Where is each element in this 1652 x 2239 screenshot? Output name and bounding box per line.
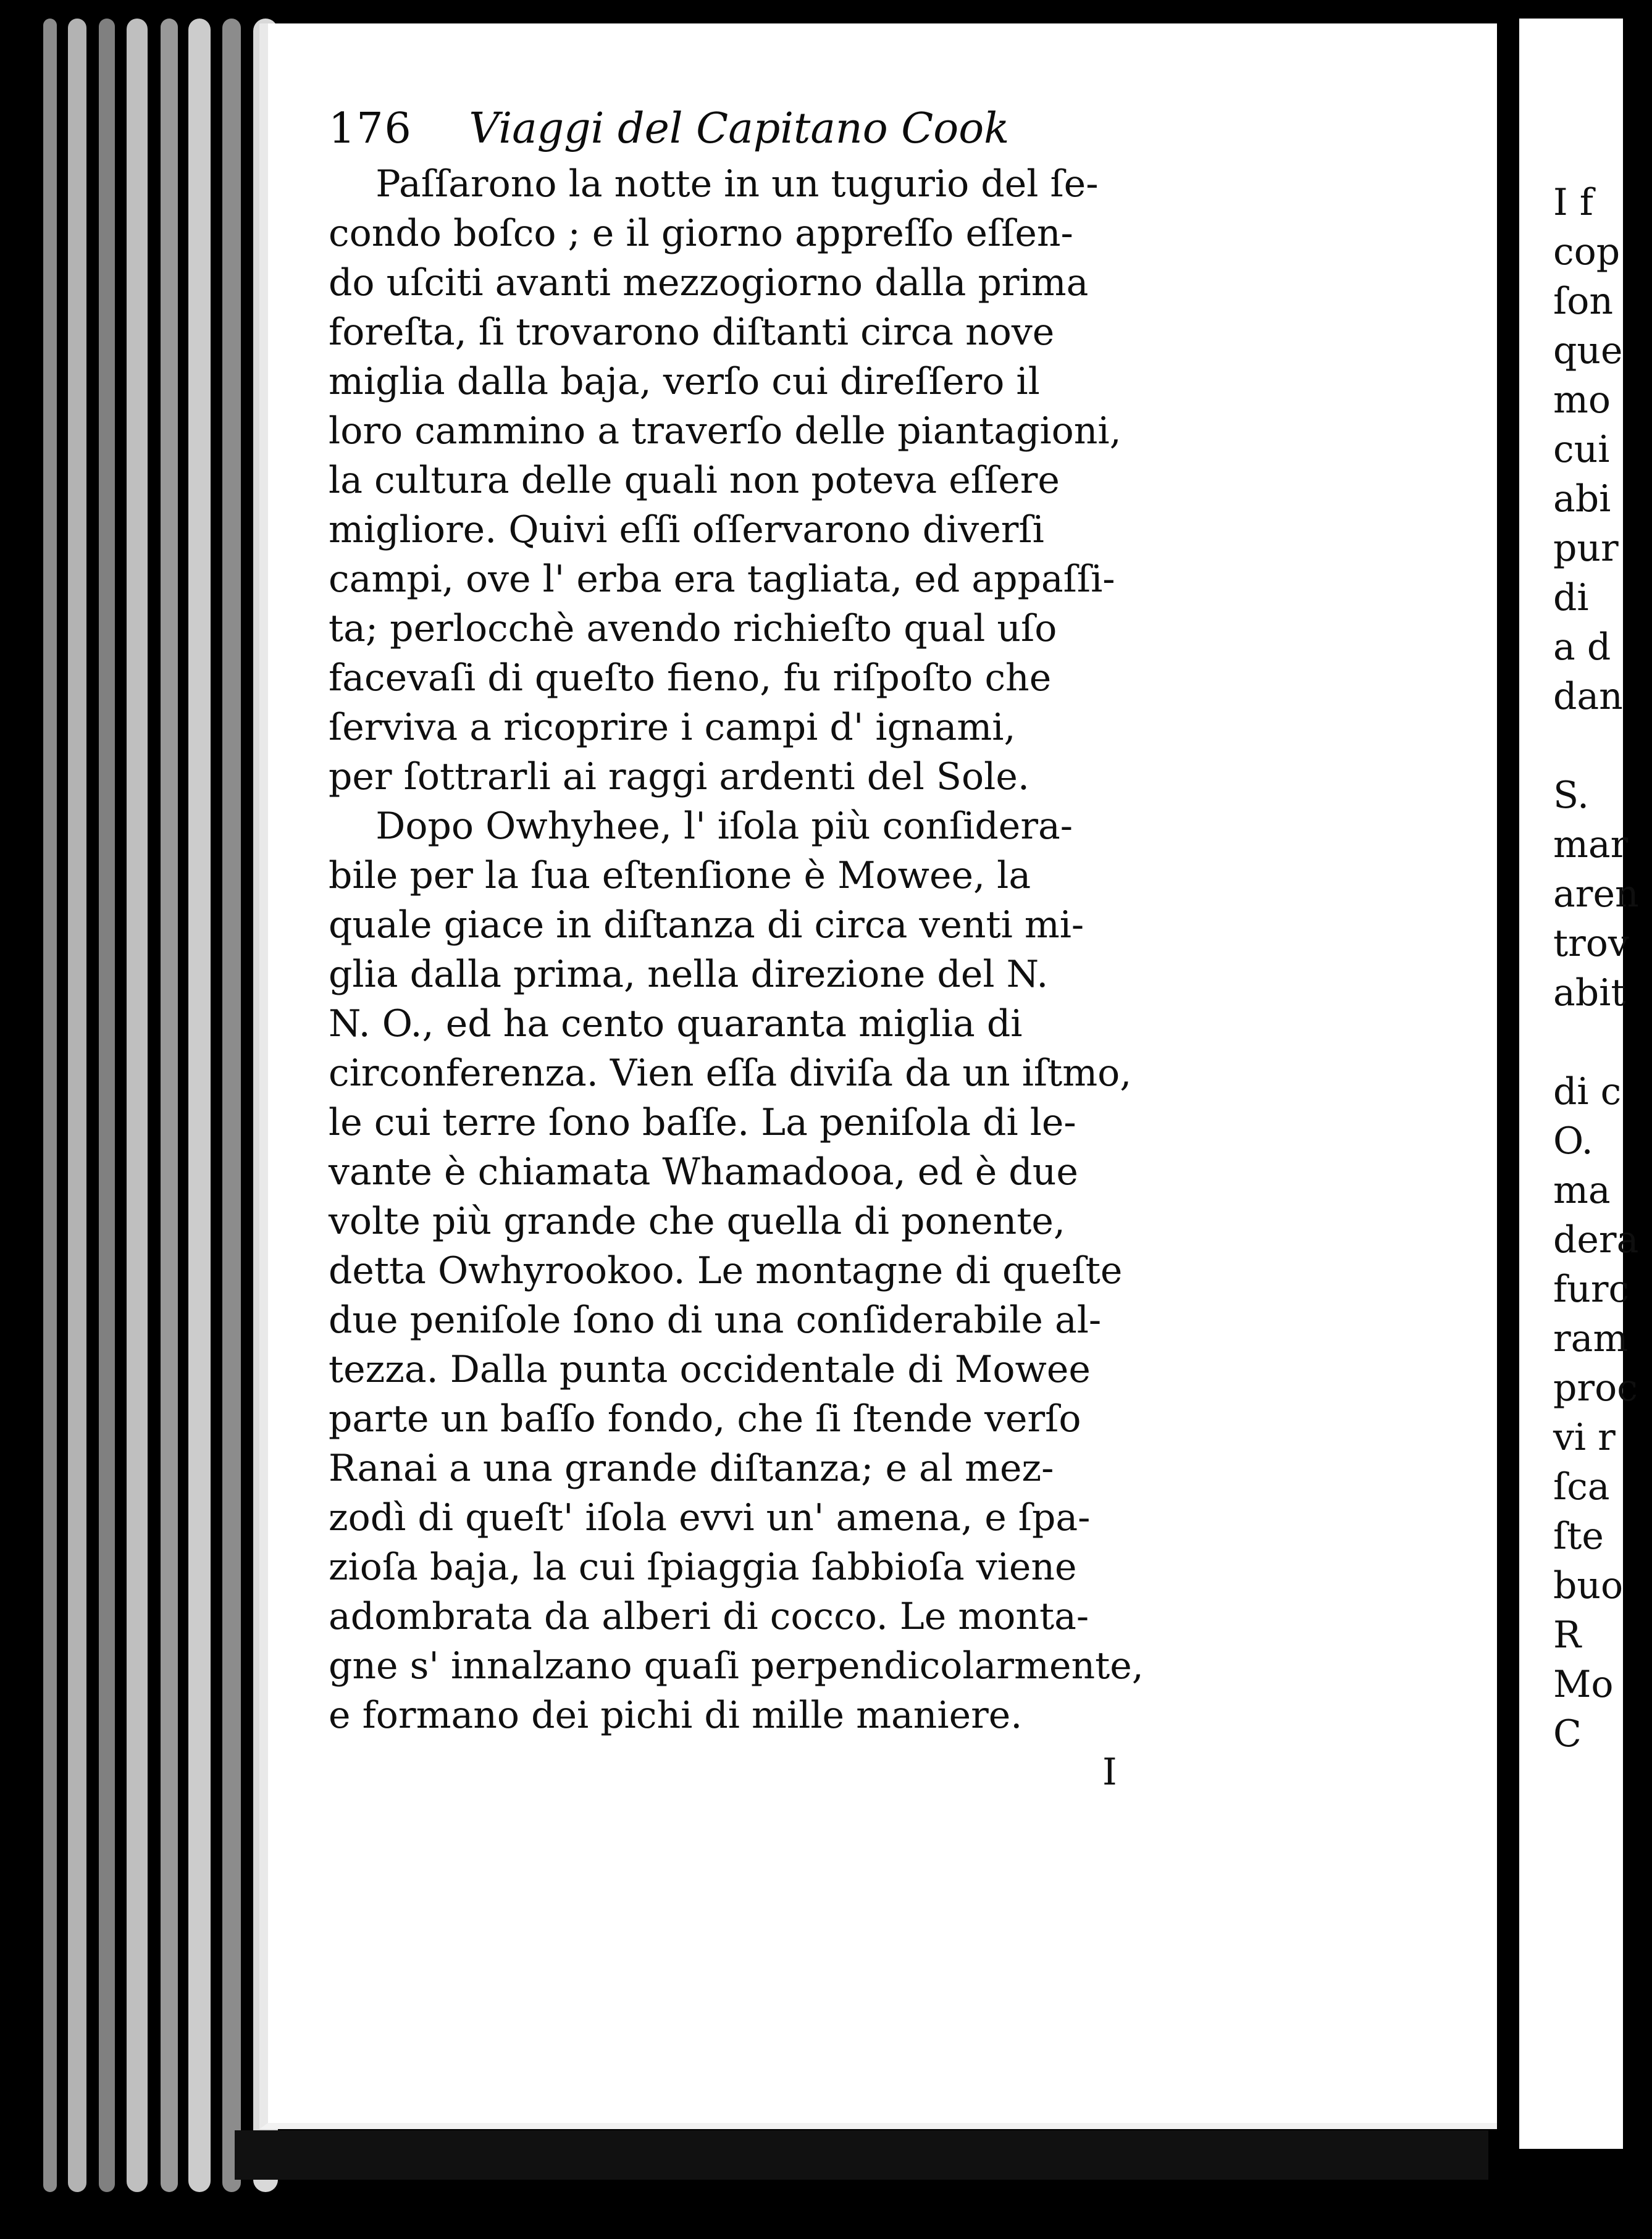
running-title: Viaggi del Capitano Cook [469,104,1010,153]
text-line: zioſa baja, la cui ſpiaggia ſabbioſa viene [329,1546,1077,1589]
text-fragment: mar [1553,823,1629,866]
text-line: parte un baſſo fondo, che ſi ſtende verſo [329,1397,1081,1441]
text-line: Dopo Owhyhee, l' iſola più conſidera- [329,805,1073,848]
text-fragment: que [1553,329,1623,372]
text-line: N. O., ed ha cento quaranta miglia di [329,1002,1023,1045]
text-fragment: vi r [1553,1416,1616,1459]
text-line: le cui terre ſono baſſe. La peniſola di le- [329,1101,1076,1144]
text-line: per ſottrarli ai raggi ardenti del Sole. [329,755,1029,798]
right-page-text [1553,178,1652,1759]
text-fragment: C [1553,1712,1582,1756]
text-line: Ranai a una grande diſtanza; e al mez- [329,1447,1054,1490]
text-line: zodì di queſt' iſola evvi un' amena, e ſpa- [329,1496,1091,1539]
text-fragment: di [1553,576,1589,619]
text-line: volte più grande che quella di ponente, [329,1200,1065,1243]
text-fragment: ram [1553,1317,1629,1360]
text-fragment: furc [1553,1268,1630,1311]
text-line: foreſta, ſi trovarono diſtanti circa nove [329,311,1055,354]
text-fragment: ma [1553,1169,1611,1212]
text-line: adombrata da alberi di cocco. Le monta- [329,1595,1089,1638]
text-line: la cultura delle quali non poteva eſſere [329,459,1060,502]
text-fragment: mo [1553,379,1611,422]
text-line: tezza. Dalla punta occidentale di Mowee [329,1348,1091,1391]
text-fragment: aren [1553,873,1639,916]
text-fragment: abit [1553,971,1626,1015]
text-fragment: cui [1553,428,1610,471]
text-fragment: di c [1553,1070,1622,1113]
text-line: quale giace in diſtanza di circa venti mi- [329,903,1084,947]
text-line: condo boſco ; e il giorno appreſſo eſſen- [329,212,1073,255]
text-line: due peniſole ſono di una conſiderabile al- [329,1299,1102,1342]
text-fragment: buo [1553,1564,1624,1607]
page-edges-texture [37,19,296,2192]
text-fragment: ſon [1553,280,1613,323]
text-line: miglia dalla baja, verſo cui direſſero il [329,360,1040,403]
text-fragment [1553,1018,1652,1067]
text-line: gne s' innalzano quaſi perpendicolarmente, [329,1644,1144,1688]
page-number: 176 [329,104,413,153]
text-line: facevaſi di queſto fieno, fu riſpoſto che [329,656,1052,700]
text-line: do uſciti avanti mezzogiorno dalla prima [329,261,1089,304]
text-fragment [1553,721,1652,771]
text-line: migliore. Quivi eſſi oſſervarono diverſi [329,508,1044,551]
text-fragment: Mo [1553,1663,1614,1706]
text-line: ſerviva a ricoprire i campi d' ignami, [329,706,1016,749]
text-fragment: proc [1553,1366,1638,1410]
running-header [329,104,1292,153]
text-line: loro cammino a traverſo delle piantagioni, [329,409,1122,453]
text-fragment: ſca [1553,1465,1610,1509]
page-bottom-shadow [235,2130,1488,2180]
text-line: glia dalla prima, nella direzione del N. [329,953,1049,996]
text-line: ta; perlocchè avendo richieſto qual uſo [329,607,1057,650]
right-page-fragment [1519,19,1639,2149]
catchword: I [1102,1751,1117,1794]
text-fragment: R [1553,1613,1582,1657]
text-line: bile per la ſua eſtenſione è Mowee, la [329,854,1031,897]
text-line: campi, ove l' erba era tagliata, ed appaſſi- [329,558,1115,601]
body-text [329,159,1490,1740]
text-fragment: trov [1553,922,1629,965]
text-fragment: dan [1553,675,1623,718]
text-fragment: abi [1553,477,1611,521]
text-line: e formano dei pichi di mille maniere. [329,1694,1023,1737]
text-fragment: ſte [1553,1515,1604,1558]
text-fragment: cop [1553,230,1621,274]
text-fragment: pur [1553,527,1619,570]
text-fragment: I f [1553,181,1593,224]
text-line: vante è chiamata Whamadooa, ed è due [329,1150,1078,1194]
text-fragment: a d [1553,626,1611,669]
text-line: Paſſarono la notte in un tugurio del ſe- [329,162,1099,206]
text-fragment: dera [1553,1218,1639,1262]
text-fragment: O. [1553,1120,1593,1163]
text-line: circonferenza. Vien eſſa diviſa da un iſtmo, [329,1052,1132,1095]
text-fragment: S. [1553,774,1590,817]
text-line: detta Owhyrookoo. Le montagne di queſte [329,1249,1123,1292]
